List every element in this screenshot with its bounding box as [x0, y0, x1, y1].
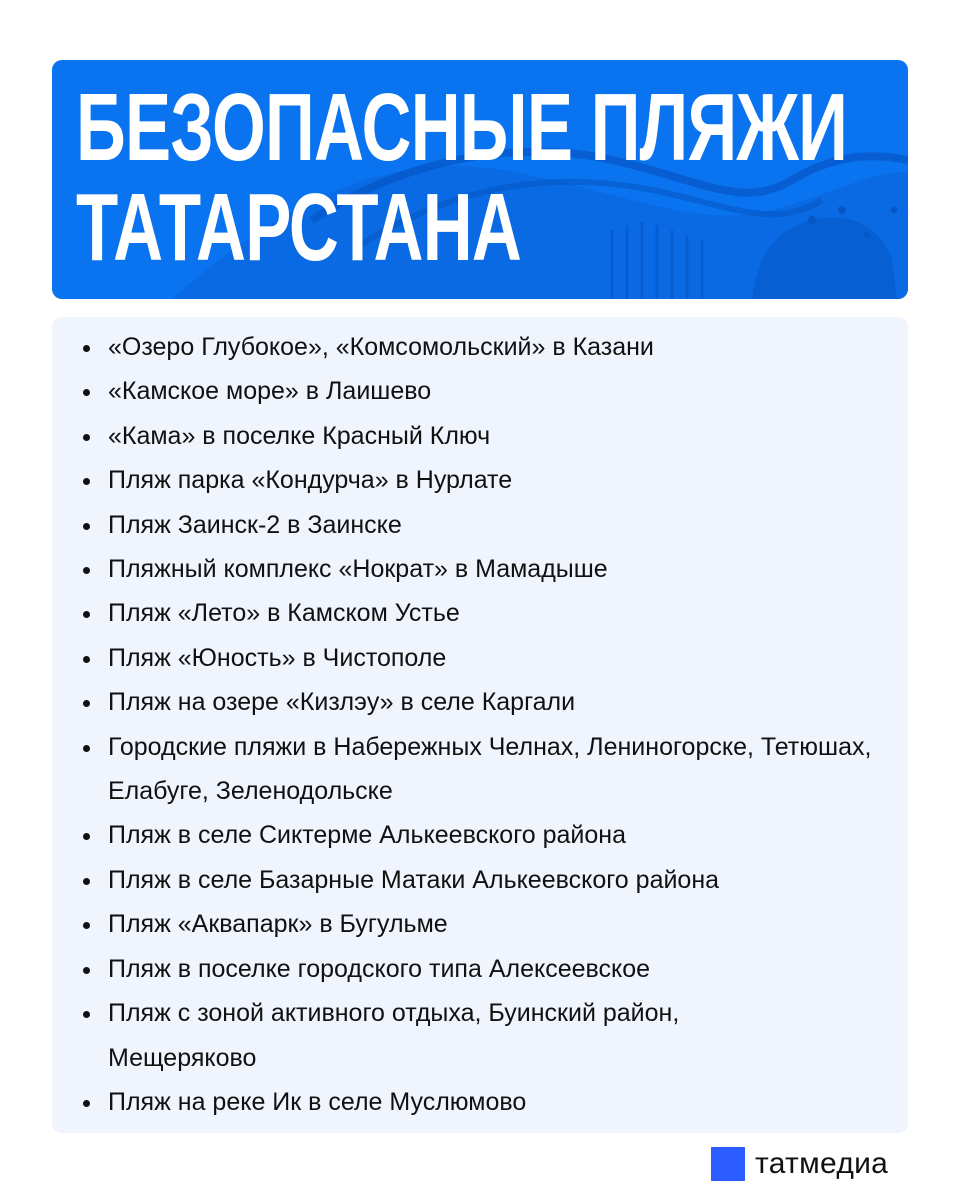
list-item: Пляж в селе Базарные Матаки Алькеевского района	[80, 858, 898, 902]
list-item: «Кама» в поселке Красный Ключ	[80, 414, 898, 458]
list-item: Пляж в селе Сиктерме Алькеевского района	[80, 813, 898, 857]
beaches-panel	[52, 317, 908, 1133]
list-item: Пляж парка «Кондурча» в Нурлате	[80, 458, 898, 502]
list-item: Пляж в поселке городского типа Алексеевское	[80, 947, 898, 991]
list-item: «Озеро Глубокое», «Комсомольский» в Казани	[80, 325, 898, 369]
beaches-list	[80, 325, 898, 1124]
brand-name: татмедиа	[755, 1147, 889, 1180]
page-title	[76, 74, 848, 281]
list-item: Пляж «Лето» в Камском Устье	[80, 591, 898, 635]
title-banner	[52, 60, 908, 299]
brand-square-icon	[711, 1147, 745, 1181]
list-item: Пляж «Юность» в Чистополе	[80, 636, 898, 680]
title-line-1: БЕЗОПАСНЫЕ ПЛЯЖИ	[76, 74, 848, 181]
list-item: «Камское море» в Лаишево	[80, 369, 898, 413]
list-item: Пляжный комплекс «Нократ» в Мамадыше	[80, 547, 898, 591]
list-item: Городские пляжи в Набережных Челнах, Лениногорске, Тетюшах, Елабуге, Зеленодольске	[80, 725, 898, 814]
title-line-2: ТАТАРСТАНА	[76, 174, 522, 281]
list-item: Пляж на реке Ик в селе Муслюмово	[80, 1080, 898, 1124]
list-item: Пляж на озере «Кизлэу» в селе Каргали	[80, 680, 898, 724]
list-item: Пляж Заинск-2 в Заинске	[80, 503, 898, 547]
brand-logo	[711, 1147, 888, 1181]
list-item: Пляж «Аквапарк» в Бугульме	[80, 902, 898, 946]
list-item: Пляж с зоной активного отдыха, Буинский район, Мещеряково	[80, 991, 898, 1080]
